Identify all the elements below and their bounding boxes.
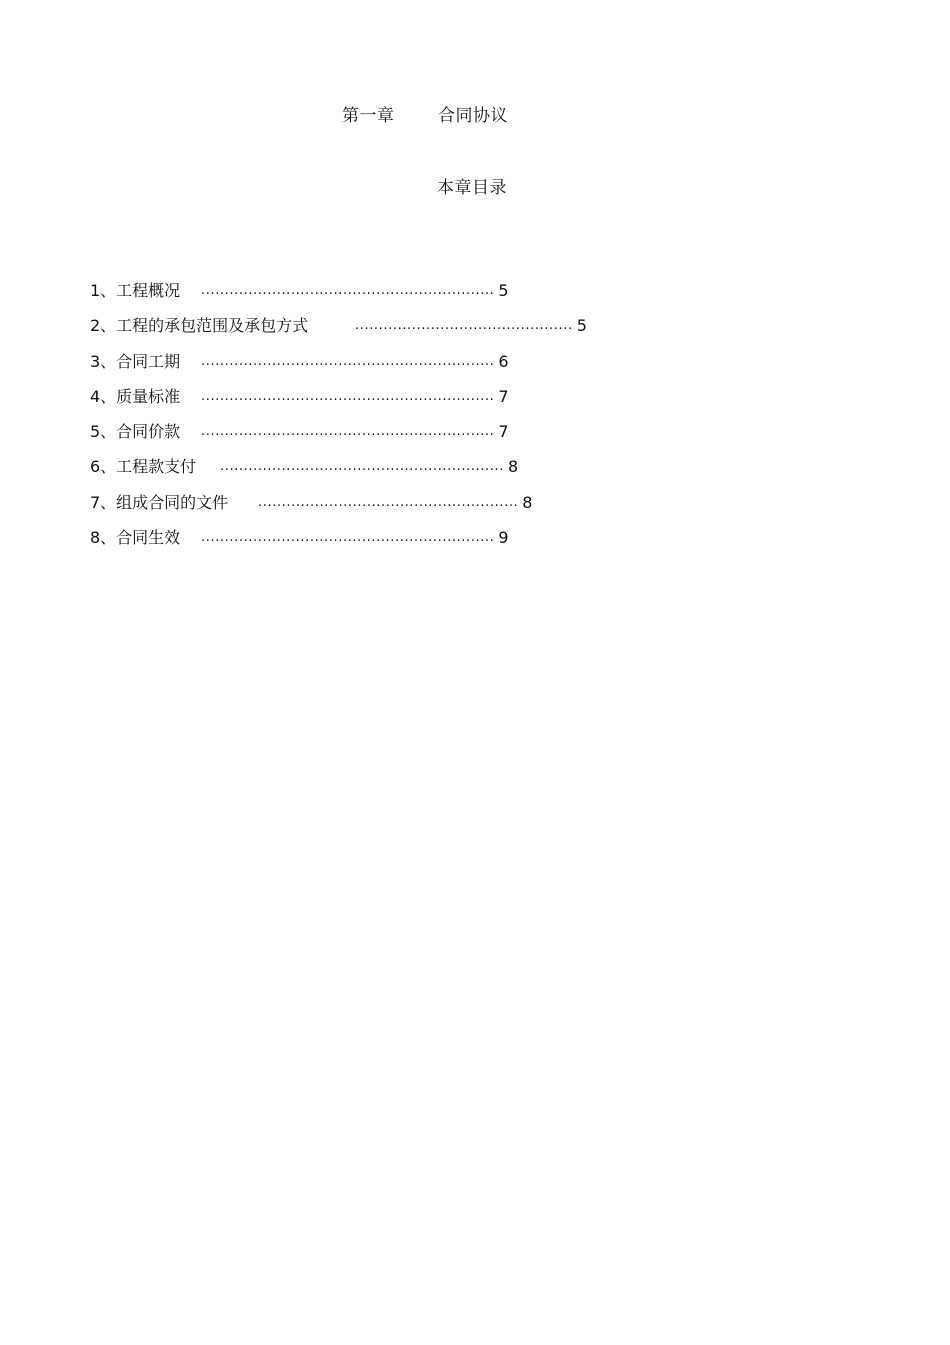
toc-entry-leader: .............................................................. — [201, 530, 495, 546]
toc-entry-page: 5 — [498, 281, 509, 300]
toc-entry-page: 7 — [498, 386, 509, 406]
toc-entry-leader: ....................................................... — [258, 494, 519, 510]
toc-entry[interactable] — [90, 421, 587, 456]
toc-entry-leader: .............................................................. — [201, 353, 495, 369]
chapter-title — [342, 101, 508, 126]
chapter-name: 合同协议 — [438, 106, 508, 126]
toc-entry[interactable] — [90, 280, 587, 315]
toc-entry-leader: .............................................................. — [201, 283, 495, 298]
toc-entry-leader: .............................................. — [355, 318, 573, 334]
toc-entry-label: 3、合同工期 — [90, 351, 181, 371]
toc-entry-page: 6 — [498, 351, 509, 371]
toc-entry-page: 7 — [498, 422, 509, 442]
toc-entry-leader: .............................................................. — [201, 424, 495, 440]
toc-entry-page: 8 — [507, 457, 519, 477]
toc-entry-label: 5、合同价款 — [90, 422, 181, 442]
toc-entry-page: 8 — [522, 492, 533, 512]
toc-entry[interactable] — [90, 351, 587, 386]
toc-entry-label: 7、组成合同的文件 — [90, 492, 229, 512]
toc-entry-label: 2、工程的承包范围及承包方式 — [90, 316, 309, 336]
toc-entry[interactable] — [90, 315, 587, 350]
chapter-number: 第一章 — [342, 106, 395, 126]
toc-entry-label: 4、质量标准 — [90, 386, 181, 406]
toc-entry[interactable] — [90, 527, 587, 562]
toc-entry-label: 8、合同生效 — [90, 528, 181, 548]
toc-heading: 本章目录 — [437, 178, 507, 198]
toc-entry-leader: .............................................................. — [201, 388, 495, 404]
toc-entry-label: 6、工程款支付 — [90, 457, 197, 477]
toc-entry-page: 9 — [498, 528, 509, 548]
toc-entry[interactable] — [90, 386, 587, 421]
toc-entry[interactable] — [90, 456, 587, 491]
toc-entry-leader: ............................................................ — [220, 459, 504, 475]
toc-entry-label: 1、工程概况 — [90, 281, 181, 300]
table-of-contents — [90, 280, 587, 562]
toc-entry-page: 5 — [576, 316, 587, 336]
toc-entry[interactable] — [90, 492, 587, 527]
